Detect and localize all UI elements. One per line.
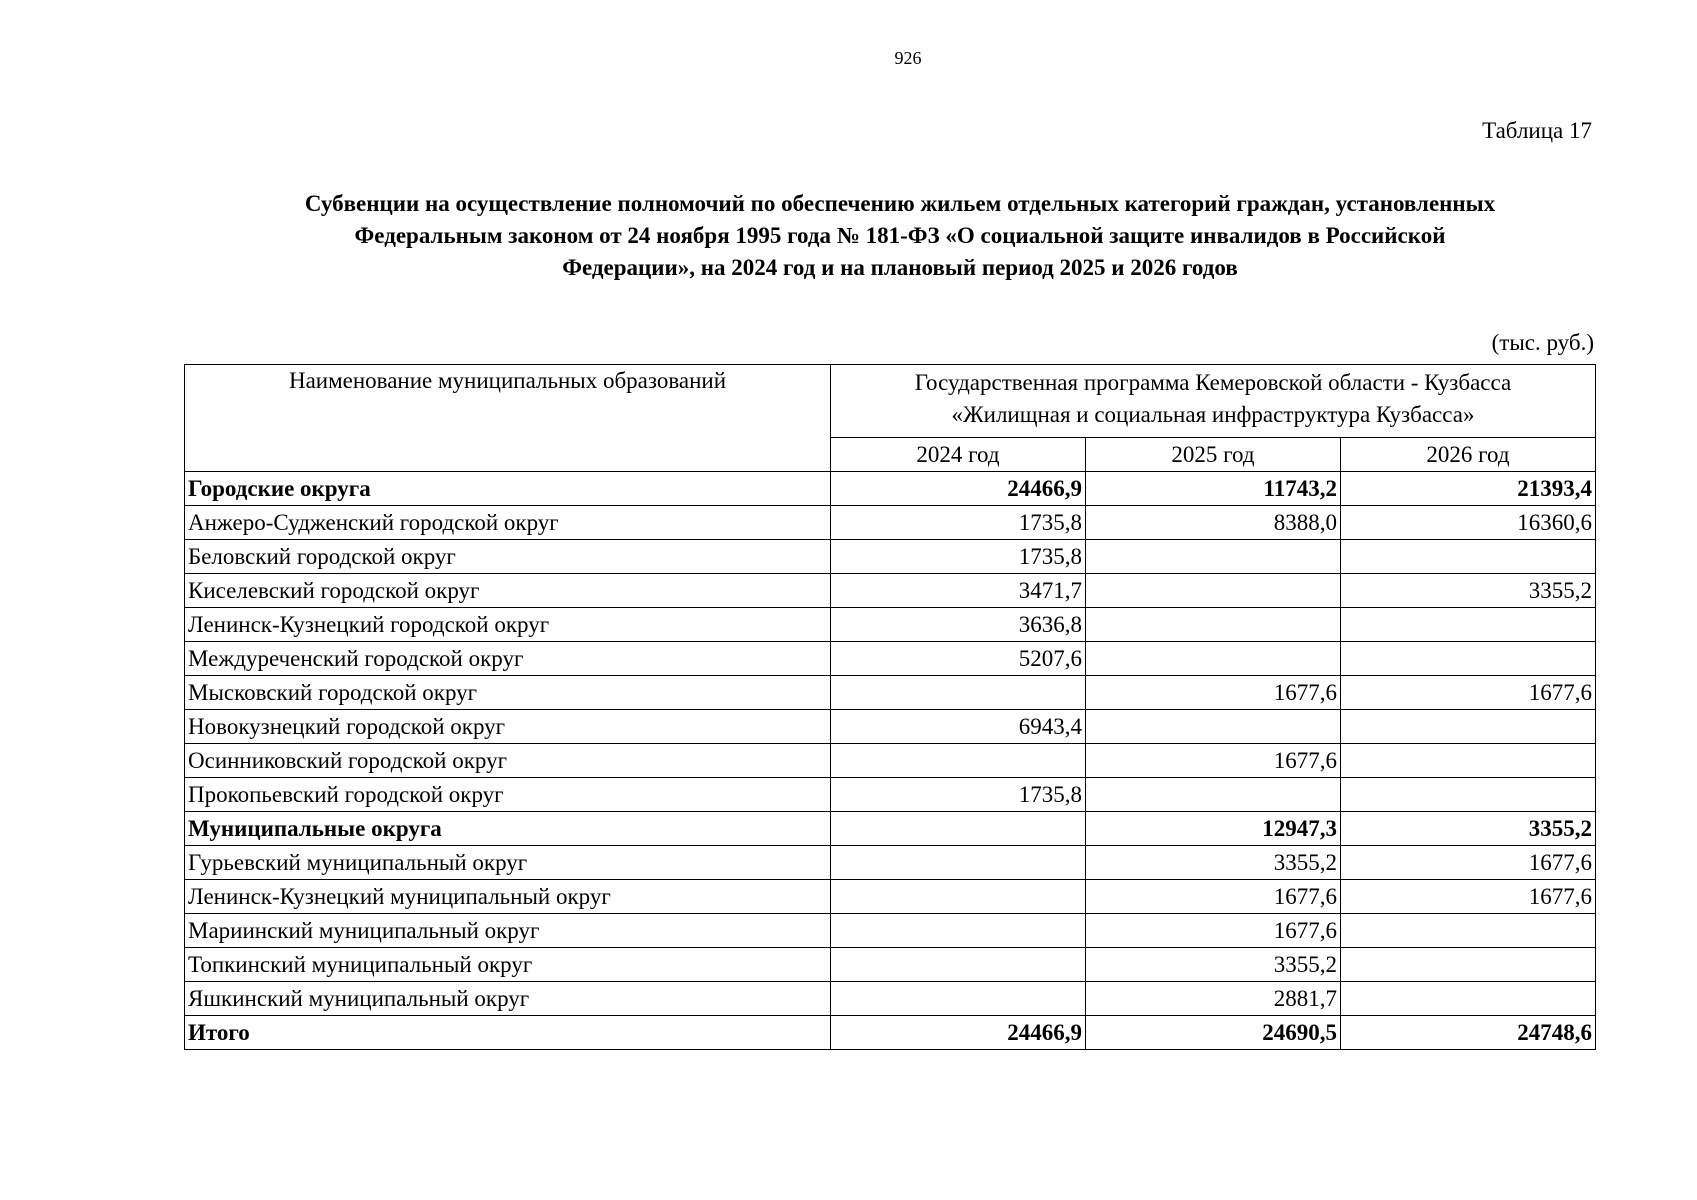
row-value-2026: 3355,2 — [1341, 574, 1596, 608]
row-value-2025: 1677,6 — [1086, 744, 1341, 778]
row-name: Киселевский городской округ — [185, 574, 831, 608]
row-value-2024 — [831, 846, 1086, 880]
header-year-2024: 2024 год — [831, 438, 1086, 472]
row-name: Новокузнецкий городской округ — [185, 710, 831, 744]
row-value-2024: 3636,8 — [831, 608, 1086, 642]
row-name: Мариинский муниципальный округ — [185, 914, 831, 948]
row-value-2026: 1677,6 — [1341, 880, 1596, 914]
row-value-2025: 11743,2 — [1086, 472, 1341, 506]
row-value-2026 — [1341, 914, 1596, 948]
row-name: Беловский городской округ — [185, 540, 831, 574]
table-row — [185, 948, 1596, 982]
row-value-2024: 24466,9 — [831, 1016, 1086, 1050]
row-name: Итого — [185, 1016, 831, 1050]
header-program — [831, 365, 1596, 438]
title-line-1: Субвенции на осуществление полномочий по обеспечению жильем отдельных категорий граждан, установленных — [304, 191, 1496, 216]
row-value-2024: 5207,6 — [831, 642, 1086, 676]
row-value-2024: 3471,7 — [831, 574, 1086, 608]
title-line-2: Федеральным законом от 24 ноября 1995 года № 181-ФЗ «О социальной защите инвалидов в Российской — [354, 223, 1446, 248]
row-value-2026 — [1341, 608, 1596, 642]
row-value-2025: 8388,0 — [1086, 506, 1341, 540]
row-name: Прокопьевский городской округ — [185, 778, 831, 812]
row-value-2026: 16360,6 — [1341, 506, 1596, 540]
table-row — [185, 846, 1596, 880]
row-value-2025 — [1086, 540, 1341, 574]
row-value-2026: 1677,6 — [1341, 846, 1596, 880]
row-value-2024: 1735,8 — [831, 540, 1086, 574]
row-value-2025 — [1086, 574, 1341, 608]
table-row — [185, 676, 1596, 710]
row-value-2025 — [1086, 642, 1341, 676]
row-value-2025: 1677,6 — [1086, 880, 1341, 914]
table-row — [185, 506, 1596, 540]
table-row — [185, 710, 1596, 744]
row-value-2026: 1677,6 — [1341, 676, 1596, 710]
row-name: Городские округа — [185, 472, 831, 506]
row-value-2024: 1735,8 — [831, 506, 1086, 540]
table-body — [185, 472, 1596, 1050]
document-title — [180, 188, 1620, 284]
row-name: Анжеро-Судженский городской округ — [185, 506, 831, 540]
page-number: 926 — [894, 48, 922, 68]
row-value-2025 — [1086, 710, 1341, 744]
table-row — [185, 1016, 1596, 1050]
row-value-2024 — [831, 914, 1086, 948]
subvention-table — [184, 364, 1596, 1050]
header-year-2026: 2026 год — [1341, 438, 1596, 472]
row-name: Ленинск-Кузнецкий городской округ — [185, 608, 831, 642]
row-value-2024 — [831, 812, 1086, 846]
row-value-2026: 21393,4 — [1341, 472, 1596, 506]
table-row — [185, 744, 1596, 778]
row-value-2024 — [831, 948, 1086, 982]
row-name: Междуреченский городской округ — [185, 642, 831, 676]
header-program-line-1: Государственная программа Кемеровской области - Кузбасса — [914, 370, 1512, 395]
table-row — [185, 608, 1596, 642]
row-value-2024: 1735,8 — [831, 778, 1086, 812]
table-row — [185, 880, 1596, 914]
row-value-2026 — [1341, 948, 1596, 982]
row-value-2026: 3355,2 — [1341, 812, 1596, 846]
row-value-2026 — [1341, 982, 1596, 1016]
table-row — [185, 914, 1596, 948]
row-value-2026 — [1341, 710, 1596, 744]
row-value-2026 — [1341, 540, 1596, 574]
row-value-2024: 24466,9 — [831, 472, 1086, 506]
row-value-2026: 24748,6 — [1341, 1016, 1596, 1050]
row-value-2024 — [831, 744, 1086, 778]
row-value-2024 — [831, 880, 1086, 914]
table-row — [185, 812, 1596, 846]
row-value-2026 — [1341, 642, 1596, 676]
header-program-line-2: «Жилищная и социальная инфраструктура Кузбасса» — [951, 402, 1475, 427]
row-name: Яшкинский муниципальный округ — [185, 982, 831, 1016]
row-value-2025 — [1086, 778, 1341, 812]
table-row — [185, 472, 1596, 506]
row-name: Муниципальные округа — [185, 812, 831, 846]
table-row — [185, 982, 1596, 1016]
table-row — [185, 642, 1596, 676]
row-value-2025: 3355,2 — [1086, 846, 1341, 880]
table-row — [185, 540, 1596, 574]
row-value-2025: 2881,7 — [1086, 982, 1341, 1016]
row-name: Ленинск-Кузнецкий муниципальный округ — [185, 880, 831, 914]
title-line-3: Федерации», на 2024 год и на плановый период 2025 и 2026 годов — [562, 255, 1238, 280]
row-value-2026 — [1341, 744, 1596, 778]
row-value-2025: 24690,5 — [1086, 1016, 1341, 1050]
table-label: Таблица 17 — [1482, 118, 1592, 143]
table-row — [185, 778, 1596, 812]
header-year-2025: 2025 год — [1086, 438, 1341, 472]
row-value-2024: 6943,4 — [831, 710, 1086, 744]
row-value-2026 — [1341, 778, 1596, 812]
row-name: Осинниковский городской округ — [185, 744, 831, 778]
units-label: (тыс. руб.) — [1491, 330, 1594, 355]
table-row — [185, 574, 1596, 608]
row-value-2025: 12947,3 — [1086, 812, 1341, 846]
row-value-2025 — [1086, 608, 1341, 642]
row-value-2024 — [831, 982, 1086, 1016]
row-value-2025: 1677,6 — [1086, 914, 1341, 948]
row-name: Гурьевский муниципальный округ — [185, 846, 831, 880]
row-value-2024 — [831, 676, 1086, 710]
row-value-2025: 1677,6 — [1086, 676, 1341, 710]
row-value-2025: 3355,2 — [1086, 948, 1341, 982]
row-name: Топкинский муниципальный округ — [185, 948, 831, 982]
row-name: Мысковский городской округ — [185, 676, 831, 710]
header-name: Наименование муниципальных образований — [185, 365, 831, 472]
